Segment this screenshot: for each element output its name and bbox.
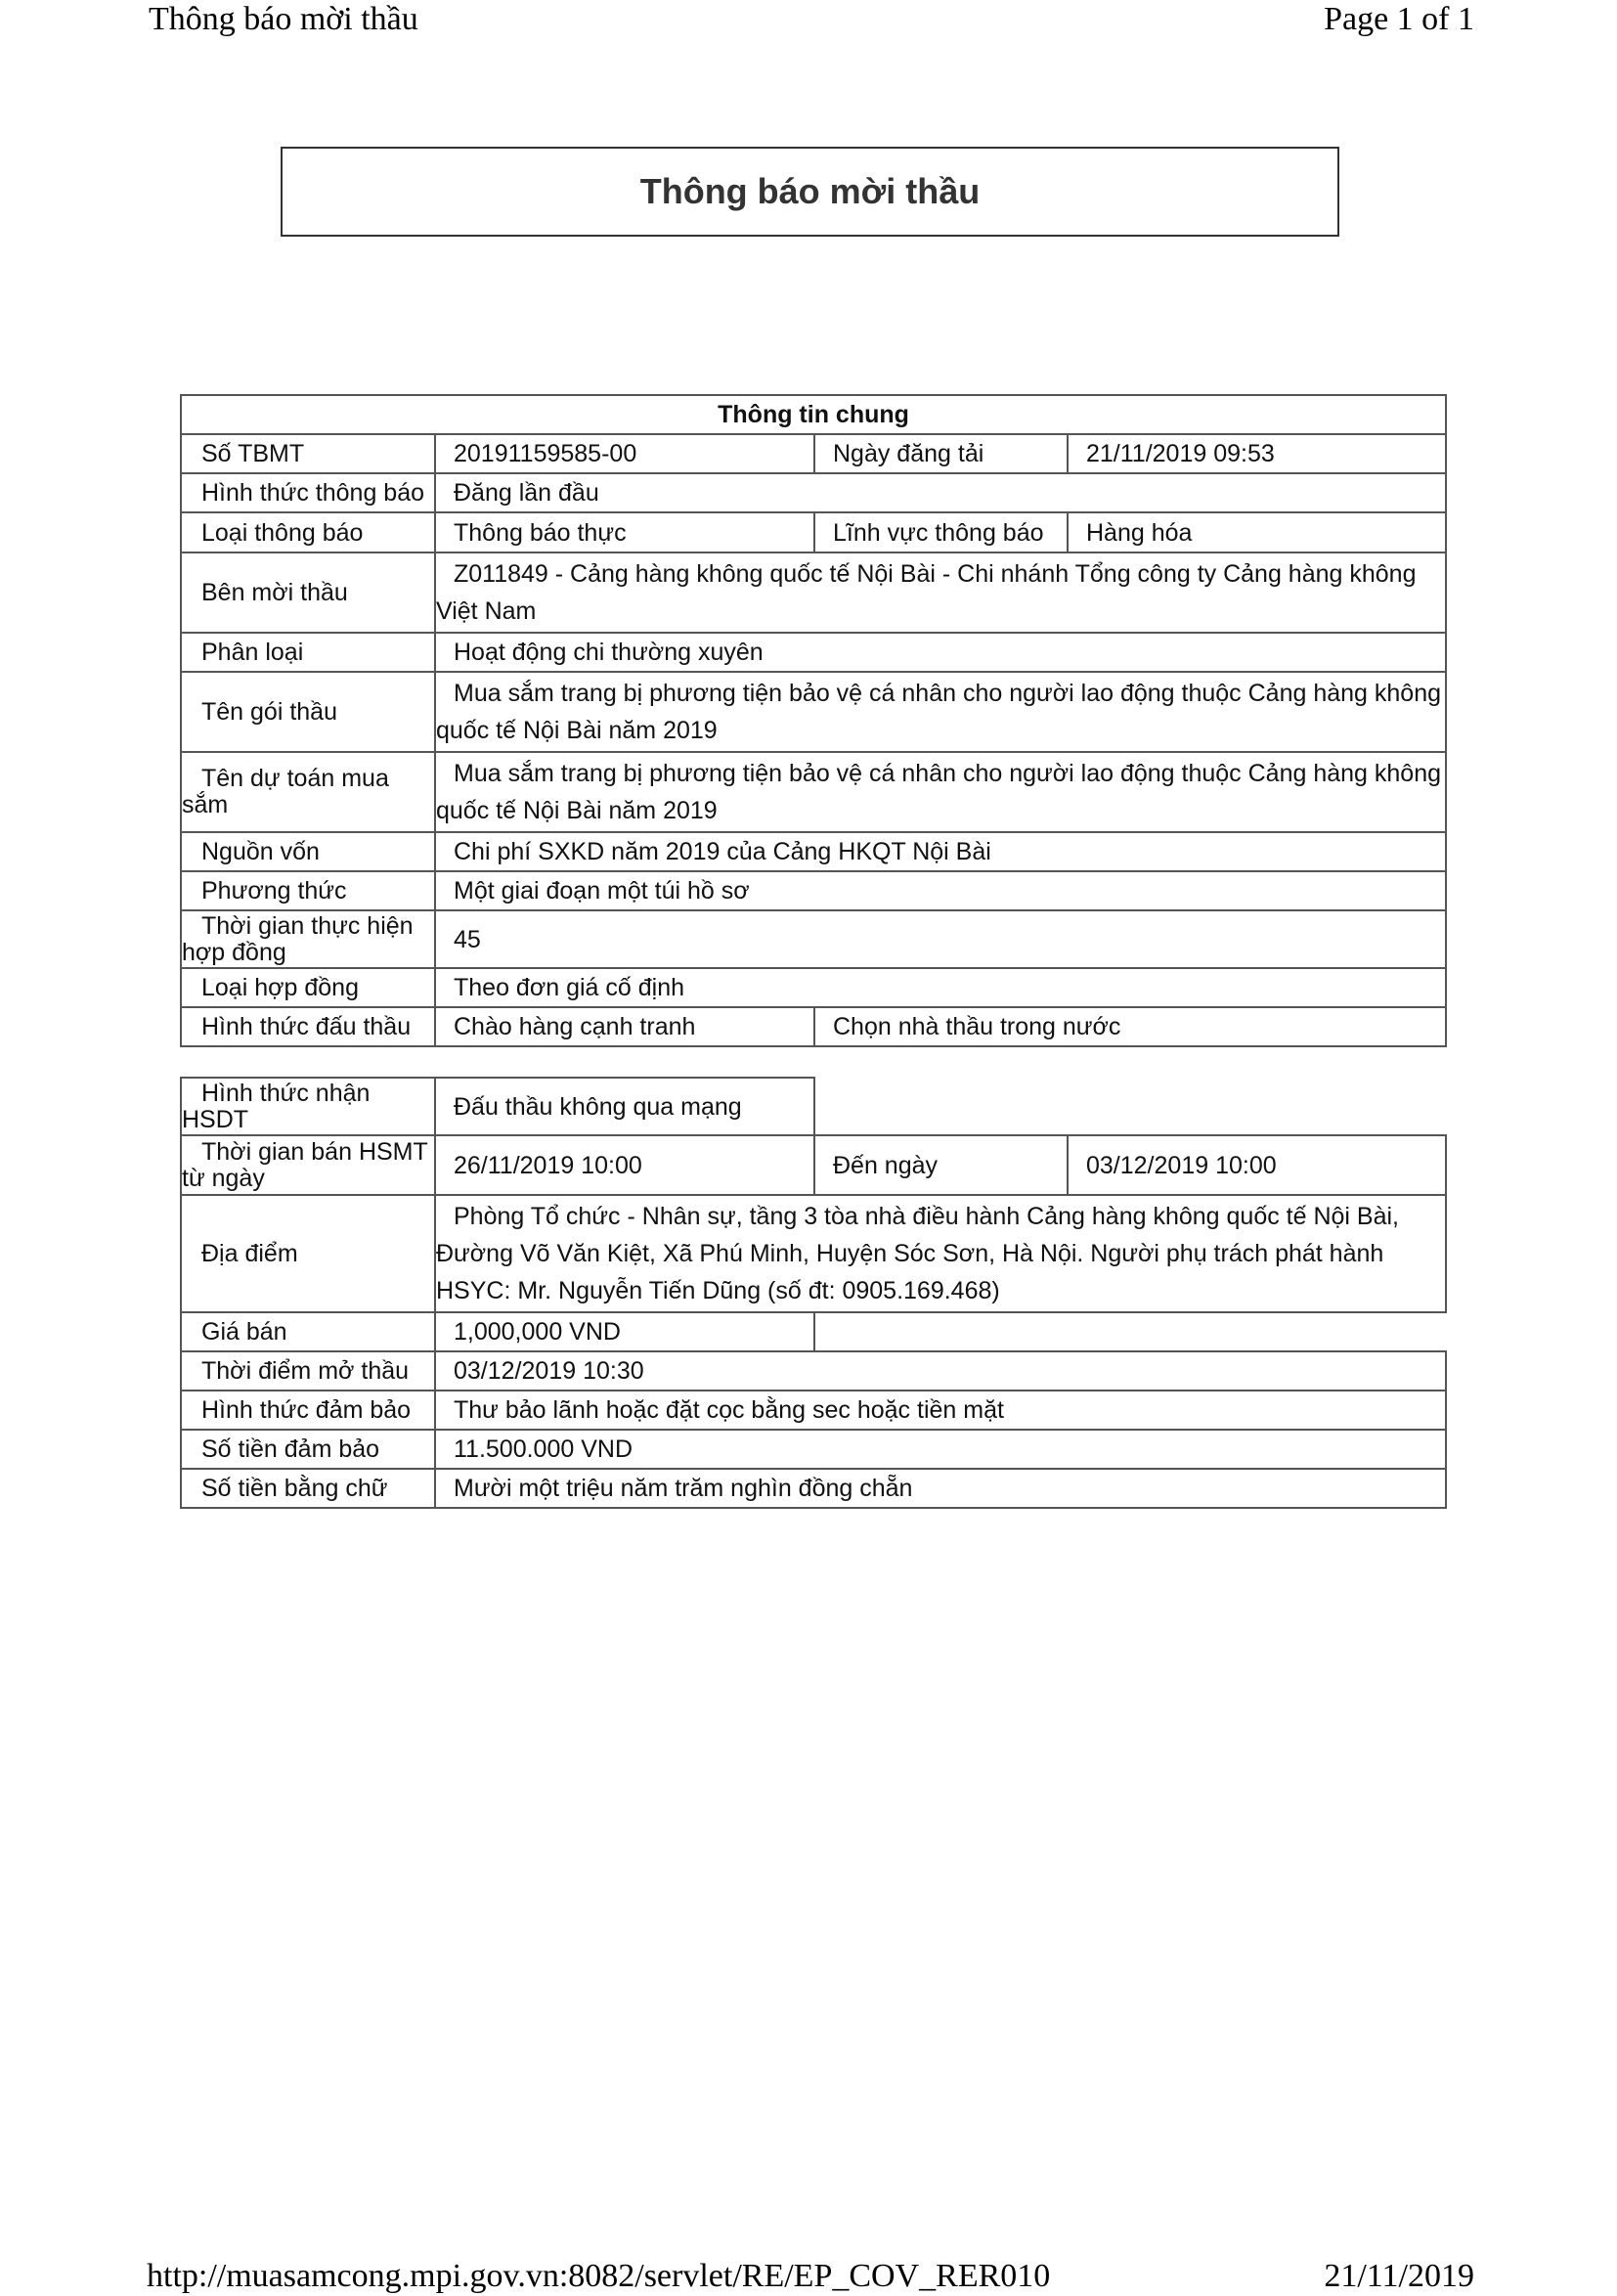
den-ngay-value: 03/12/2019 10:00 bbox=[1068, 1135, 1446, 1195]
phan-loai-value: Hoạt động chi thường xuyên bbox=[435, 633, 1446, 672]
ten-du-toan-value bbox=[435, 752, 1446, 832]
bid-info-table bbox=[180, 1077, 1447, 1509]
so-tien-dam-bao-label: Số tiền đảm bảo bbox=[181, 1430, 435, 1469]
linh-vuc-label: Lĩnh vực thông báo bbox=[814, 512, 1068, 552]
dia-diem-label: Địa điểm bbox=[181, 1195, 435, 1312]
page-title: Thông báo mời thầu bbox=[281, 147, 1339, 237]
so-tien-bang-chu-value: Mười một triệu năm trăm nghìn đồng chẵn bbox=[435, 1469, 1446, 1508]
ten-du-toan-line-1: Mua sắm trang bị phương tiện bảo vệ cá nhân cho người lao động thuộc Cảng hàng không bbox=[454, 760, 1441, 787]
nhan-hsdt-label bbox=[181, 1078, 435, 1135]
nguon-von-label: Nguồn vốn bbox=[181, 832, 435, 871]
print-date: 21/11/2019 bbox=[1324, 2258, 1474, 2294]
nhan-hsdt-value: Đấu thầu không qua mạng bbox=[435, 1078, 814, 1135]
phan-loai-label: Phân loại bbox=[181, 633, 435, 672]
thoi-gian-thuc-hien-value: 45 bbox=[435, 910, 1446, 968]
loai-thong-bao-value: Thông báo thực bbox=[435, 512, 814, 552]
dia-diem-value bbox=[435, 1195, 1446, 1312]
mo-thau-value: 03/12/2019 10:30 bbox=[435, 1351, 1446, 1391]
ten-du-toan-label-2: sắm bbox=[182, 791, 229, 818]
ben-moi-thau-label: Bên mời thầu bbox=[181, 552, 435, 633]
ten-goi-thau-line-1: Mua sắm trang bị phương tiện bảo vệ cá nhân cho người lao động thuộc Cảng hàng không bbox=[454, 680, 1441, 707]
den-ngay-label: Đến ngày bbox=[814, 1135, 1068, 1195]
nguon-von-value: Chi phí SXKD năm 2019 của Cảng HKQT Nội Bài bbox=[435, 832, 1446, 871]
page-number: Page 1 of 1 bbox=[1324, 1, 1474, 37]
general-info-table bbox=[180, 394, 1447, 1047]
page-header-title: Thông báo mời thầu bbox=[149, 1, 418, 37]
thoi-gian-label-2: hợp đồng bbox=[182, 938, 286, 966]
phuong-thuc-label: Phương thức bbox=[181, 871, 435, 910]
mo-thau-label: Thời điểm mở thầu bbox=[181, 1351, 435, 1391]
dia-diem-line-3: HSYC: Mr. Nguyễn Tiến Dũng (số đt: 0905.169.468) bbox=[436, 1277, 1000, 1304]
gia-ban-label: Giá bán bbox=[181, 1312, 435, 1351]
nhan-hsdt-label-1: Hình thức nhận bbox=[201, 1079, 371, 1107]
dam-bao-value: Thư bảo lãnh hoặc đặt cọc bằng sec hoặc tiền mặt bbox=[435, 1391, 1446, 1430]
ten-du-toan-line-2: quốc tế Nội Bài năm 2019 bbox=[436, 797, 718, 824]
ben-moi-thau-value bbox=[435, 552, 1446, 633]
ten-goi-thau-label: Tên gói thầu bbox=[181, 672, 435, 752]
so-tbmt-label: Số TBMT bbox=[181, 434, 435, 473]
hinh-thuc-dau-thau-value: Chào hàng cạnh tranh bbox=[435, 1007, 814, 1046]
ban-hsmt-value: 26/11/2019 10:00 bbox=[435, 1135, 814, 1195]
hinh-thuc-dau-thau-value-2: Chọn nhà thầu trong nước bbox=[814, 1007, 1446, 1046]
ben-moi-thau-line-1: Z011849 - Cảng hàng không quốc tế Nội Bài - Chi nhánh Tổng công ty Cảng hàng không bbox=[454, 560, 1417, 588]
loai-thong-bao-label: Loại thông báo bbox=[181, 512, 435, 552]
ngay-dang-tai-value: 21/11/2019 09:53 bbox=[1068, 434, 1446, 473]
source-url: http://muasamcong.mpi.gov.vn:8082/servlet/RE/EP_COV_RER010 bbox=[147, 2258, 1051, 2294]
nhan-hsdt-label-2: HSDT bbox=[182, 1105, 249, 1133]
hinh-thuc-thong-bao-value: Đăng lần đầu bbox=[435, 473, 1446, 512]
ten-goi-thau-line-2: quốc tế Nội Bài năm 2019 bbox=[436, 717, 718, 744]
loai-hop-dong-label: Loại hợp đồng bbox=[181, 968, 435, 1007]
loai-hop-dong-value: Theo đơn giá cố định bbox=[435, 968, 1446, 1007]
dam-bao-label: Hình thức đảm bảo bbox=[181, 1391, 435, 1430]
hinh-thuc-dau-thau-label: Hình thức đấu thầu bbox=[181, 1007, 435, 1046]
thoi-gian-thuc-hien-label bbox=[181, 910, 435, 968]
ten-du-toan-label-1: Tên dự toán mua bbox=[201, 765, 389, 792]
ten-goi-thau-value bbox=[435, 672, 1446, 752]
table-heading: Thông tin chung bbox=[181, 395, 1446, 434]
linh-vuc-value: Hàng hóa bbox=[1068, 512, 1446, 552]
ngay-dang-tai-label: Ngày đăng tải bbox=[814, 434, 1068, 473]
ban-hsmt-label-1: Thời gian bán HSMT bbox=[201, 1137, 428, 1166]
dia-diem-line-2: Đường Võ Văn Kiệt, Xã Phú Minh, Huyện Sóc Sơn, Hà Nội. Người phụ trách phát hành bbox=[436, 1240, 1384, 1267]
ben-moi-thau-line-2: Việt Nam bbox=[436, 597, 537, 625]
empty-cell bbox=[814, 1078, 1446, 1135]
gia-ban-value: 1,000,000 VND bbox=[435, 1312, 814, 1351]
thoi-gian-label-1: Thời gian thực hiện bbox=[201, 911, 414, 940]
so-tien-bang-chu-label: Số tiền bằng chữ bbox=[181, 1469, 435, 1508]
phuong-thuc-value: Một giai đoạn một túi hồ sơ bbox=[435, 871, 1446, 910]
empty-cell bbox=[814, 1312, 1446, 1351]
ten-du-toan-label bbox=[181, 752, 435, 832]
hinh-thuc-thong-bao-label: Hình thức thông báo bbox=[181, 473, 435, 512]
so-tien-dam-bao-value: 11.500.000 VND bbox=[435, 1430, 1446, 1469]
so-tbmt-value: 20191159585-00 bbox=[435, 434, 814, 473]
dia-diem-line-1: Phòng Tổ chức - Nhân sự, tầng 3 tòa nhà điều hành Cảng hàng không quốc tế Nội Bài, bbox=[454, 1203, 1400, 1230]
ban-hsmt-label bbox=[181, 1135, 435, 1195]
ban-hsmt-label-2: từ ngày bbox=[182, 1164, 265, 1192]
